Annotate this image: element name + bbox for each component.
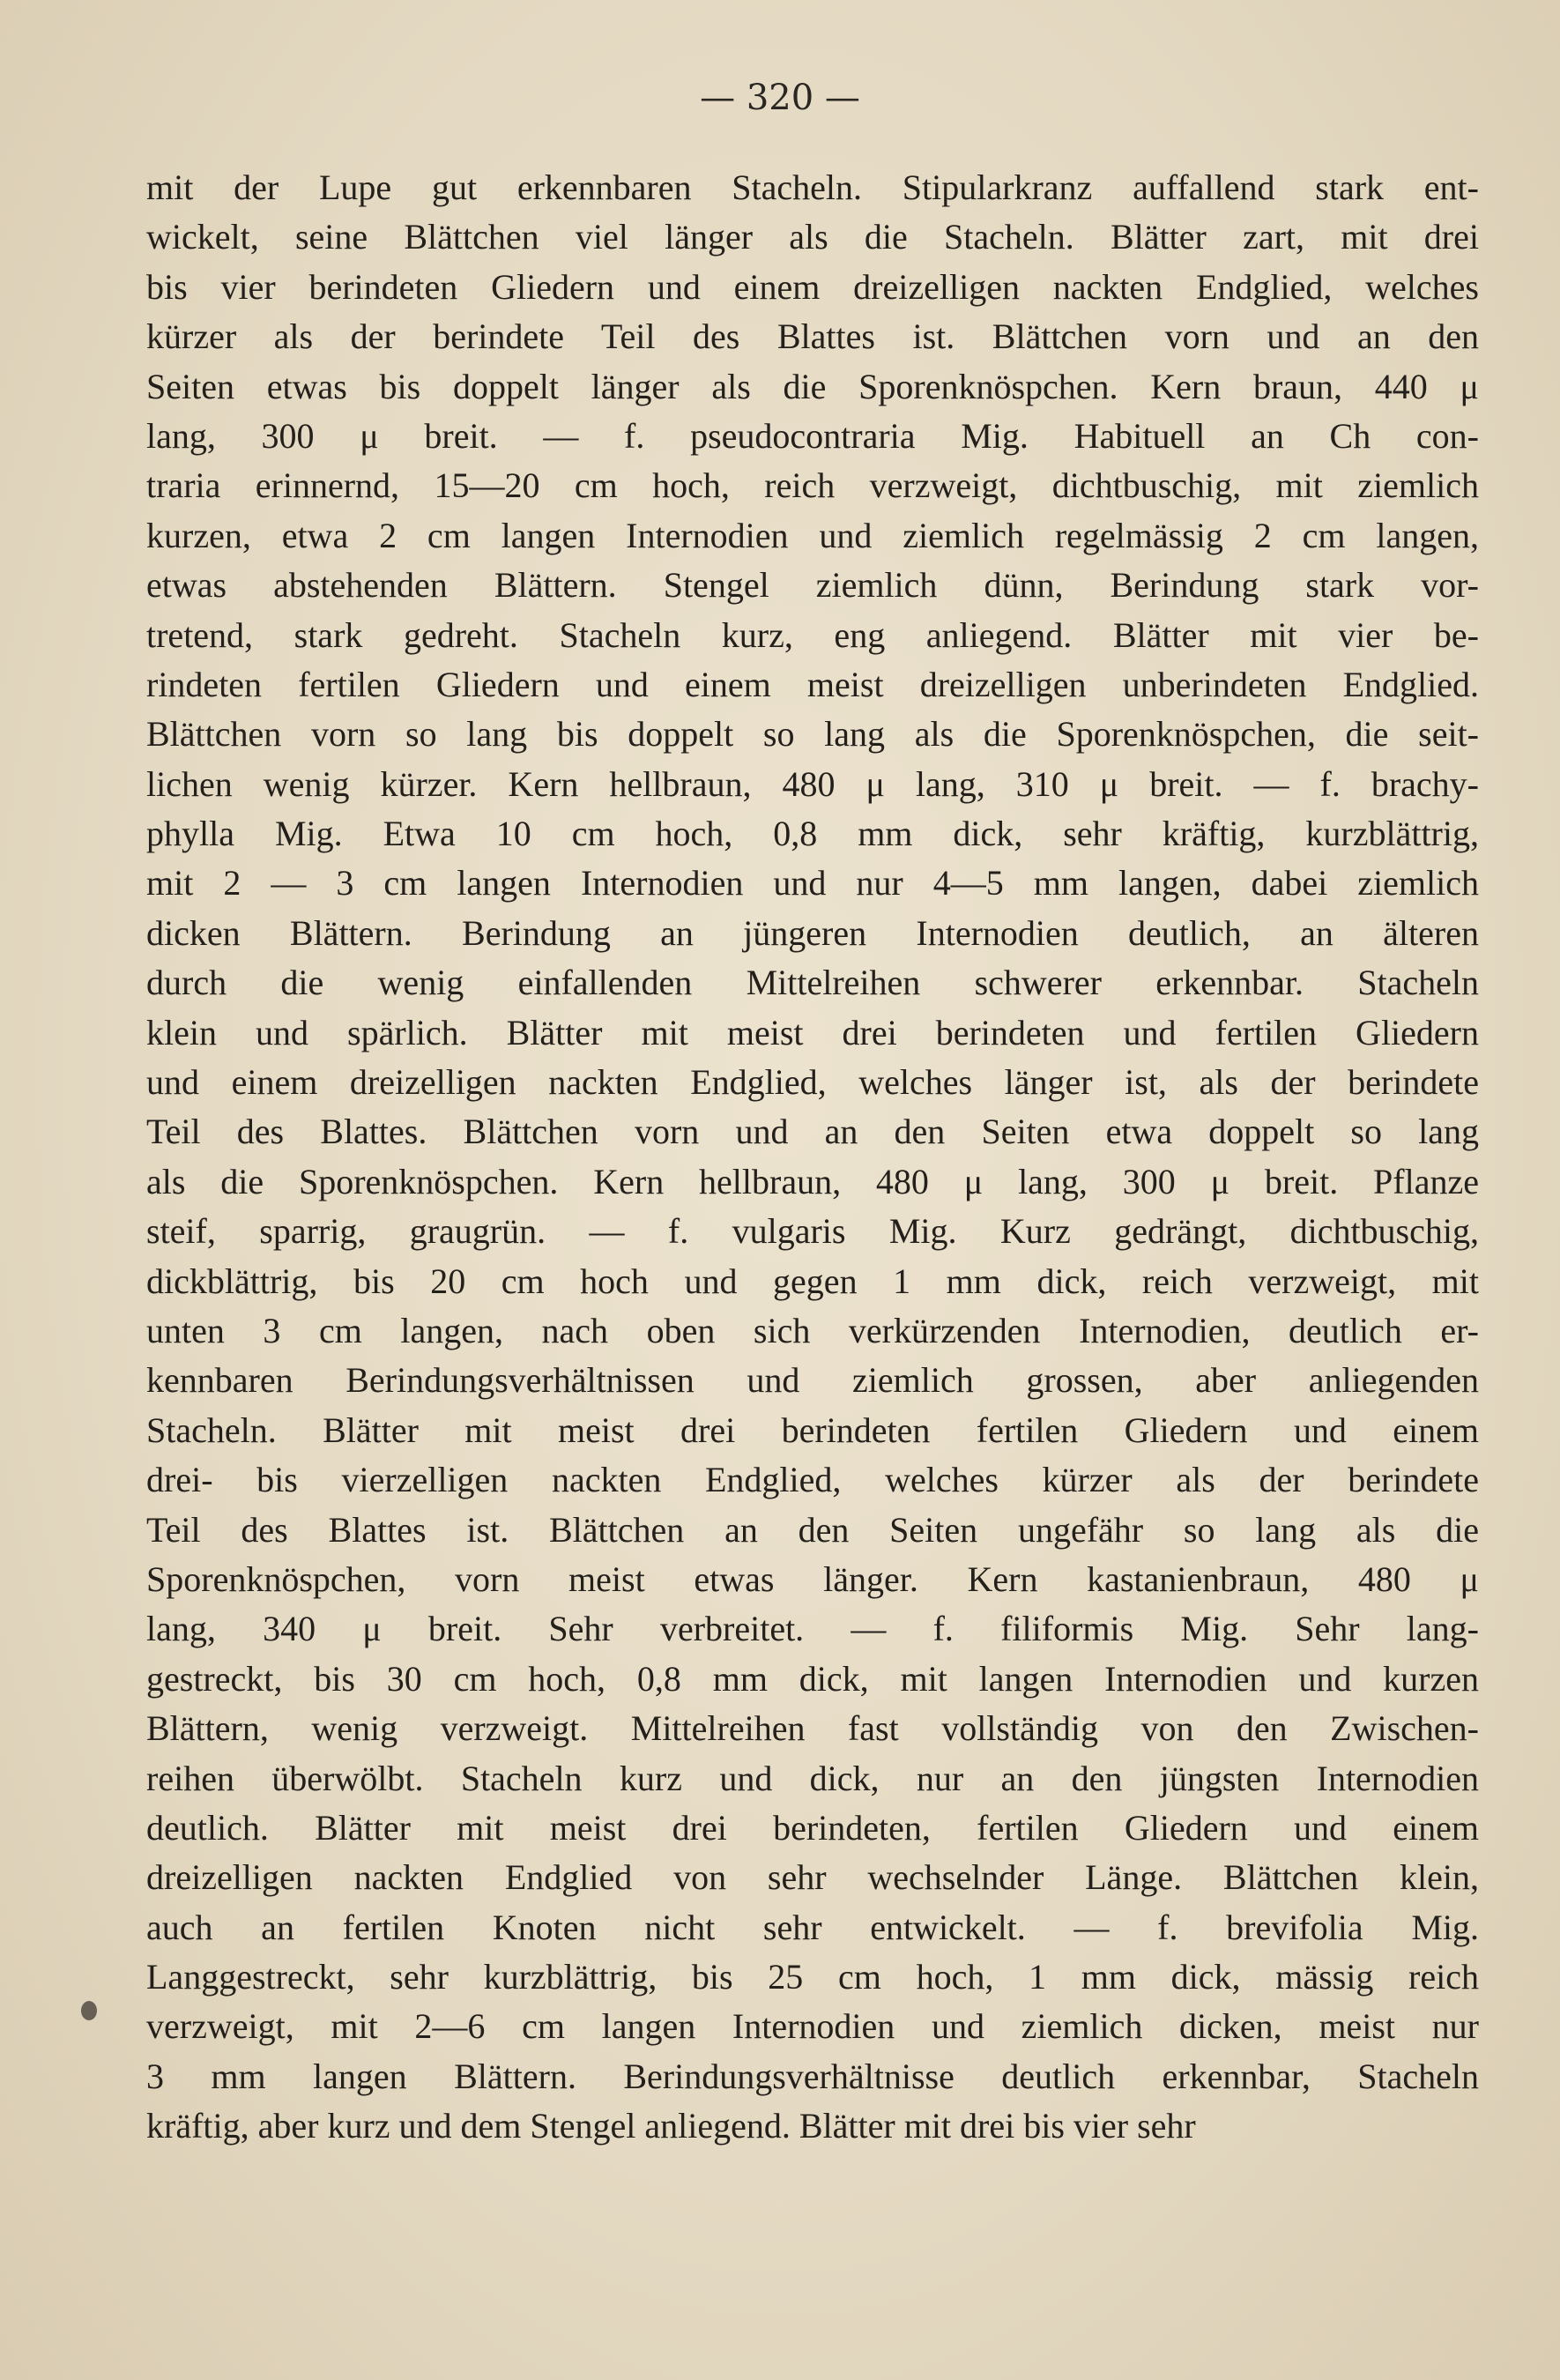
ink-spot bbox=[81, 2001, 97, 2020]
text-line: gestreckt, bis 30 cm hoch, 0,8 mm dick, mit langen Internodien und kurzen bbox=[146, 1658, 1479, 1699]
text-line: Langgestreckt, sehr kurzblättrig, bis 25 cm hoch, 1 mm dick, mässig reich bbox=[146, 1957, 1479, 1997]
text-line: kennbaren Berindungsverhältnissen und ziemlich grossen, aber anliegenden bbox=[146, 1360, 1479, 1401]
text-line: Blättern, wenig verzweigt. Mittelreihen fast vollständig von den Zwischen- bbox=[146, 1708, 1479, 1749]
text-line: durch die wenig einfallenden Mittelreihen schwerer erkennbar. Stacheln bbox=[146, 963, 1479, 1003]
page-number: — 320 — bbox=[700, 78, 860, 118]
text-line: klein und spärlich. Blätter mit meist drei berindeten und fertilen Gliedern bbox=[146, 1012, 1479, 1052]
text-line: lichen wenig kürzer. Kern hellbraun, 480 μ lang, 310 μ breit. — f. brachy- bbox=[146, 763, 1479, 804]
text-line: kurzen, etwa 2 cm langen Internodien und ziemlich regelmässig 2 cm langen, bbox=[146, 515, 1479, 555]
text-line: lang, 340 μ breit. Sehr verbreitet. — f. filiformis Mig. Sehr lang- bbox=[146, 1609, 1479, 1649]
text-line: dickblättrig, bis 20 cm hoch und gegen 1 mm dick, reich verzweigt, mit bbox=[146, 1261, 1479, 1301]
text-line: wickelt, seine Blättchen viel länger als die Stacheln. Blätter zart, mit drei bbox=[146, 217, 1479, 257]
text-line: phylla Mig. Etwa 10 cm hoch, 0,8 mm dick, sehr kräftig, kurzblättrig, bbox=[146, 814, 1479, 854]
text-line: Stacheln. Blätter mit meist drei berindeten fertilen Gliedern und einem bbox=[146, 1409, 1479, 1450]
text-line: unten 3 cm langen, nach oben sich verkürzenden Internodien, deutlich er- bbox=[146, 1310, 1479, 1350]
text-line: lang, 300 μ breit. — f. pseudocontraria Mig. Habituell an Ch con- bbox=[146, 415, 1479, 456]
text-line: Blättchen vorn so lang bis doppelt so lang als die Sporenknöspchen, die seit- bbox=[146, 714, 1479, 755]
text-line: dicken Blättern. Berindung an jüngeren Internodien deutlich, an älteren bbox=[146, 912, 1479, 953]
text-line: 3 mm langen Blättern. Berindungsverhältnisse deutlich erkennbar, Stacheln bbox=[146, 2056, 1479, 2096]
text-line: mit 2 — 3 cm langen Internodien und nur 4—5 mm langen, dabei ziemlich bbox=[146, 863, 1479, 904]
text-line: Sporenknöspchen, vorn meist etwas länger. Kern kastanienbraun, 480 μ bbox=[146, 1558, 1479, 1599]
text-line: kürzer als der berindete Teil des Blattes ist. Blättchen vorn und an den bbox=[146, 316, 1479, 357]
text-line: kräftig, aber kurz und dem Stengel anliegend. Blätter mit drei bis vier sehr bbox=[146, 2106, 1196, 2146]
text-line: rindeten fertilen Gliedern und einem meist dreizelligen unberindeten Endglied. bbox=[146, 664, 1479, 704]
text-line: reihen überwölbt. Stacheln kurz und dick, nur an den jüngsten Internodien bbox=[146, 1758, 1479, 1798]
text-line: steif, sparrig, graugrün. — f. vulgaris Mig. Kurz gedrängt, dichtbuschig, bbox=[146, 1211, 1479, 1252]
text-line: Teil des Blattes. Blättchen vorn und an den Seiten etwa doppelt so lang bbox=[146, 1112, 1479, 1152]
text-line: deutlich. Blätter mit meist drei berindeten, fertilen Gliedern und einem bbox=[146, 1807, 1479, 1848]
text-line: und einem dreizelligen nackten Endglied, welches länger ist, als der berindete bbox=[146, 1062, 1479, 1103]
text-line: Seiten etwas bis doppelt länger als die Sporenknöspchen. Kern braun, 440 μ bbox=[146, 366, 1479, 406]
text-line: bis vier berindeten Gliedern und einem dreizelligen nackten Endglied, welches bbox=[146, 266, 1479, 307]
text-line: etwas abstehenden Blättern. Stengel ziemlich dünn, Berindung stark vor- bbox=[146, 565, 1479, 606]
text-line: tretend, stark gedreht. Stacheln kurz, eng anliegend. Blätter mit vier be- bbox=[146, 614, 1479, 655]
text-line: drei- bis vierzelligen nackten Endglied, welches kürzer als der berindete bbox=[146, 1460, 1479, 1500]
text-line: dreizelligen nackten Endglied von sehr wechselnder Länge. Blättchen klein, bbox=[146, 1857, 1479, 1898]
text-line: Teil des Blattes ist. Blättchen an den Seiten ungefähr so lang als die bbox=[146, 1509, 1479, 1550]
text-line: auch an fertilen Knoten nicht sehr entwickelt. — f. brevifolia Mig. bbox=[146, 1907, 1479, 1947]
text-line: als die Sporenknöspchen. Kern hellbraun, 480 μ lang, 300 μ breit. Pflanze bbox=[146, 1161, 1479, 1201]
text-line: verzweigt, mit 2—6 cm langen Internodien und ziemlich dicken, meist nur bbox=[146, 2006, 1479, 2047]
text-line: traria erinnernd, 15—20 cm hoch, reich verzweigt, dichtbuschig, mit ziemlich bbox=[146, 465, 1479, 506]
body-text bbox=[146, 163, 1479, 2152]
text-line: mit der Lupe gut erkennbaren Stacheln. Stipularkranz auffallend stark ent- bbox=[146, 167, 1479, 207]
